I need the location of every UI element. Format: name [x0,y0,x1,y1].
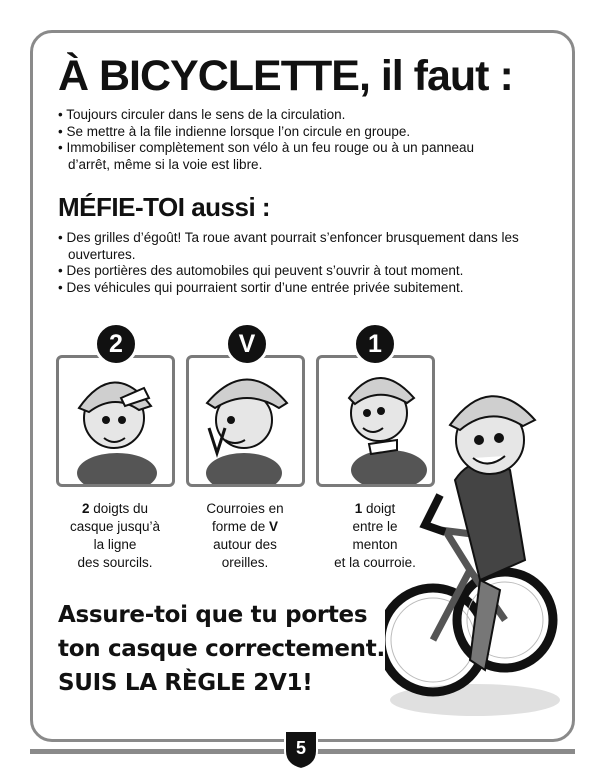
list-item: • Toujours circuler dans le sens de la circulation. [58,107,518,124]
page-title: À BICYCLETTE, il faut : [58,52,513,100]
step-panel-v-straps [186,355,305,487]
section-subtitle: MÉFIE-TOI aussi : [58,192,271,222]
step-badge: V [225,322,269,366]
caption-bold: V [269,519,279,534]
caption-bold: 2 [81,501,90,516]
caption-line: entre le [352,519,398,534]
step-panel-two-fingers [56,355,175,487]
caption-text: forme de [211,519,269,534]
slogan-line: ton casque correctement. [58,636,385,662]
safety-slogan [58,598,385,700]
step-caption [50,500,180,572]
page-number: 5 [295,738,306,758]
rules-list [58,107,518,173]
list-item: • Des portières des automobiles qui peuvent s’ouvrir à tout moment. [58,263,528,280]
caption-text: doigt [362,501,396,516]
helmet-fit-illustration [189,358,302,484]
slogan-line: Assure-toi que tu portes [58,602,368,628]
list-item: • Se mettre à la file indienne lorsque l’on circule en groupe. [58,124,518,141]
caption-text: doigts du [89,501,149,516]
list-item: • Immobiliser complètement son vélo à un feu rouge ou à un panneau d’arrêt, même si la voie est libre. [58,140,518,173]
caption-line: Courroies en [206,501,284,516]
caption-line: casque jusqu’à [69,519,161,534]
caption-line: et la courroie. [334,555,416,570]
cyclist-illustration [385,370,560,725]
step-caption [180,500,310,572]
caption-bold: 1 [354,501,363,516]
step-badge: 1 [353,322,397,366]
caption-line: oreilles. [221,555,269,570]
caption-line: autour des [213,537,277,552]
caption-line: menton [352,537,398,552]
step-badge: 2 [94,322,138,366]
slogan-line: SUIS LA RÈGLE 2V1! [58,670,313,696]
list-item: • Des grilles d’égoût! Ta roue avant pourrait s’enfoncer brusquement dans les ouvertures. [58,230,528,263]
caption-line: la ligne [93,537,137,552]
list-item: • Des véhicules qui pourraient sortir d’une entrée privée subitement. [58,280,528,297]
caption-line: des sourcils. [77,555,153,570]
warnings-list [58,230,528,296]
helmet-fit-illustration [59,358,172,484]
